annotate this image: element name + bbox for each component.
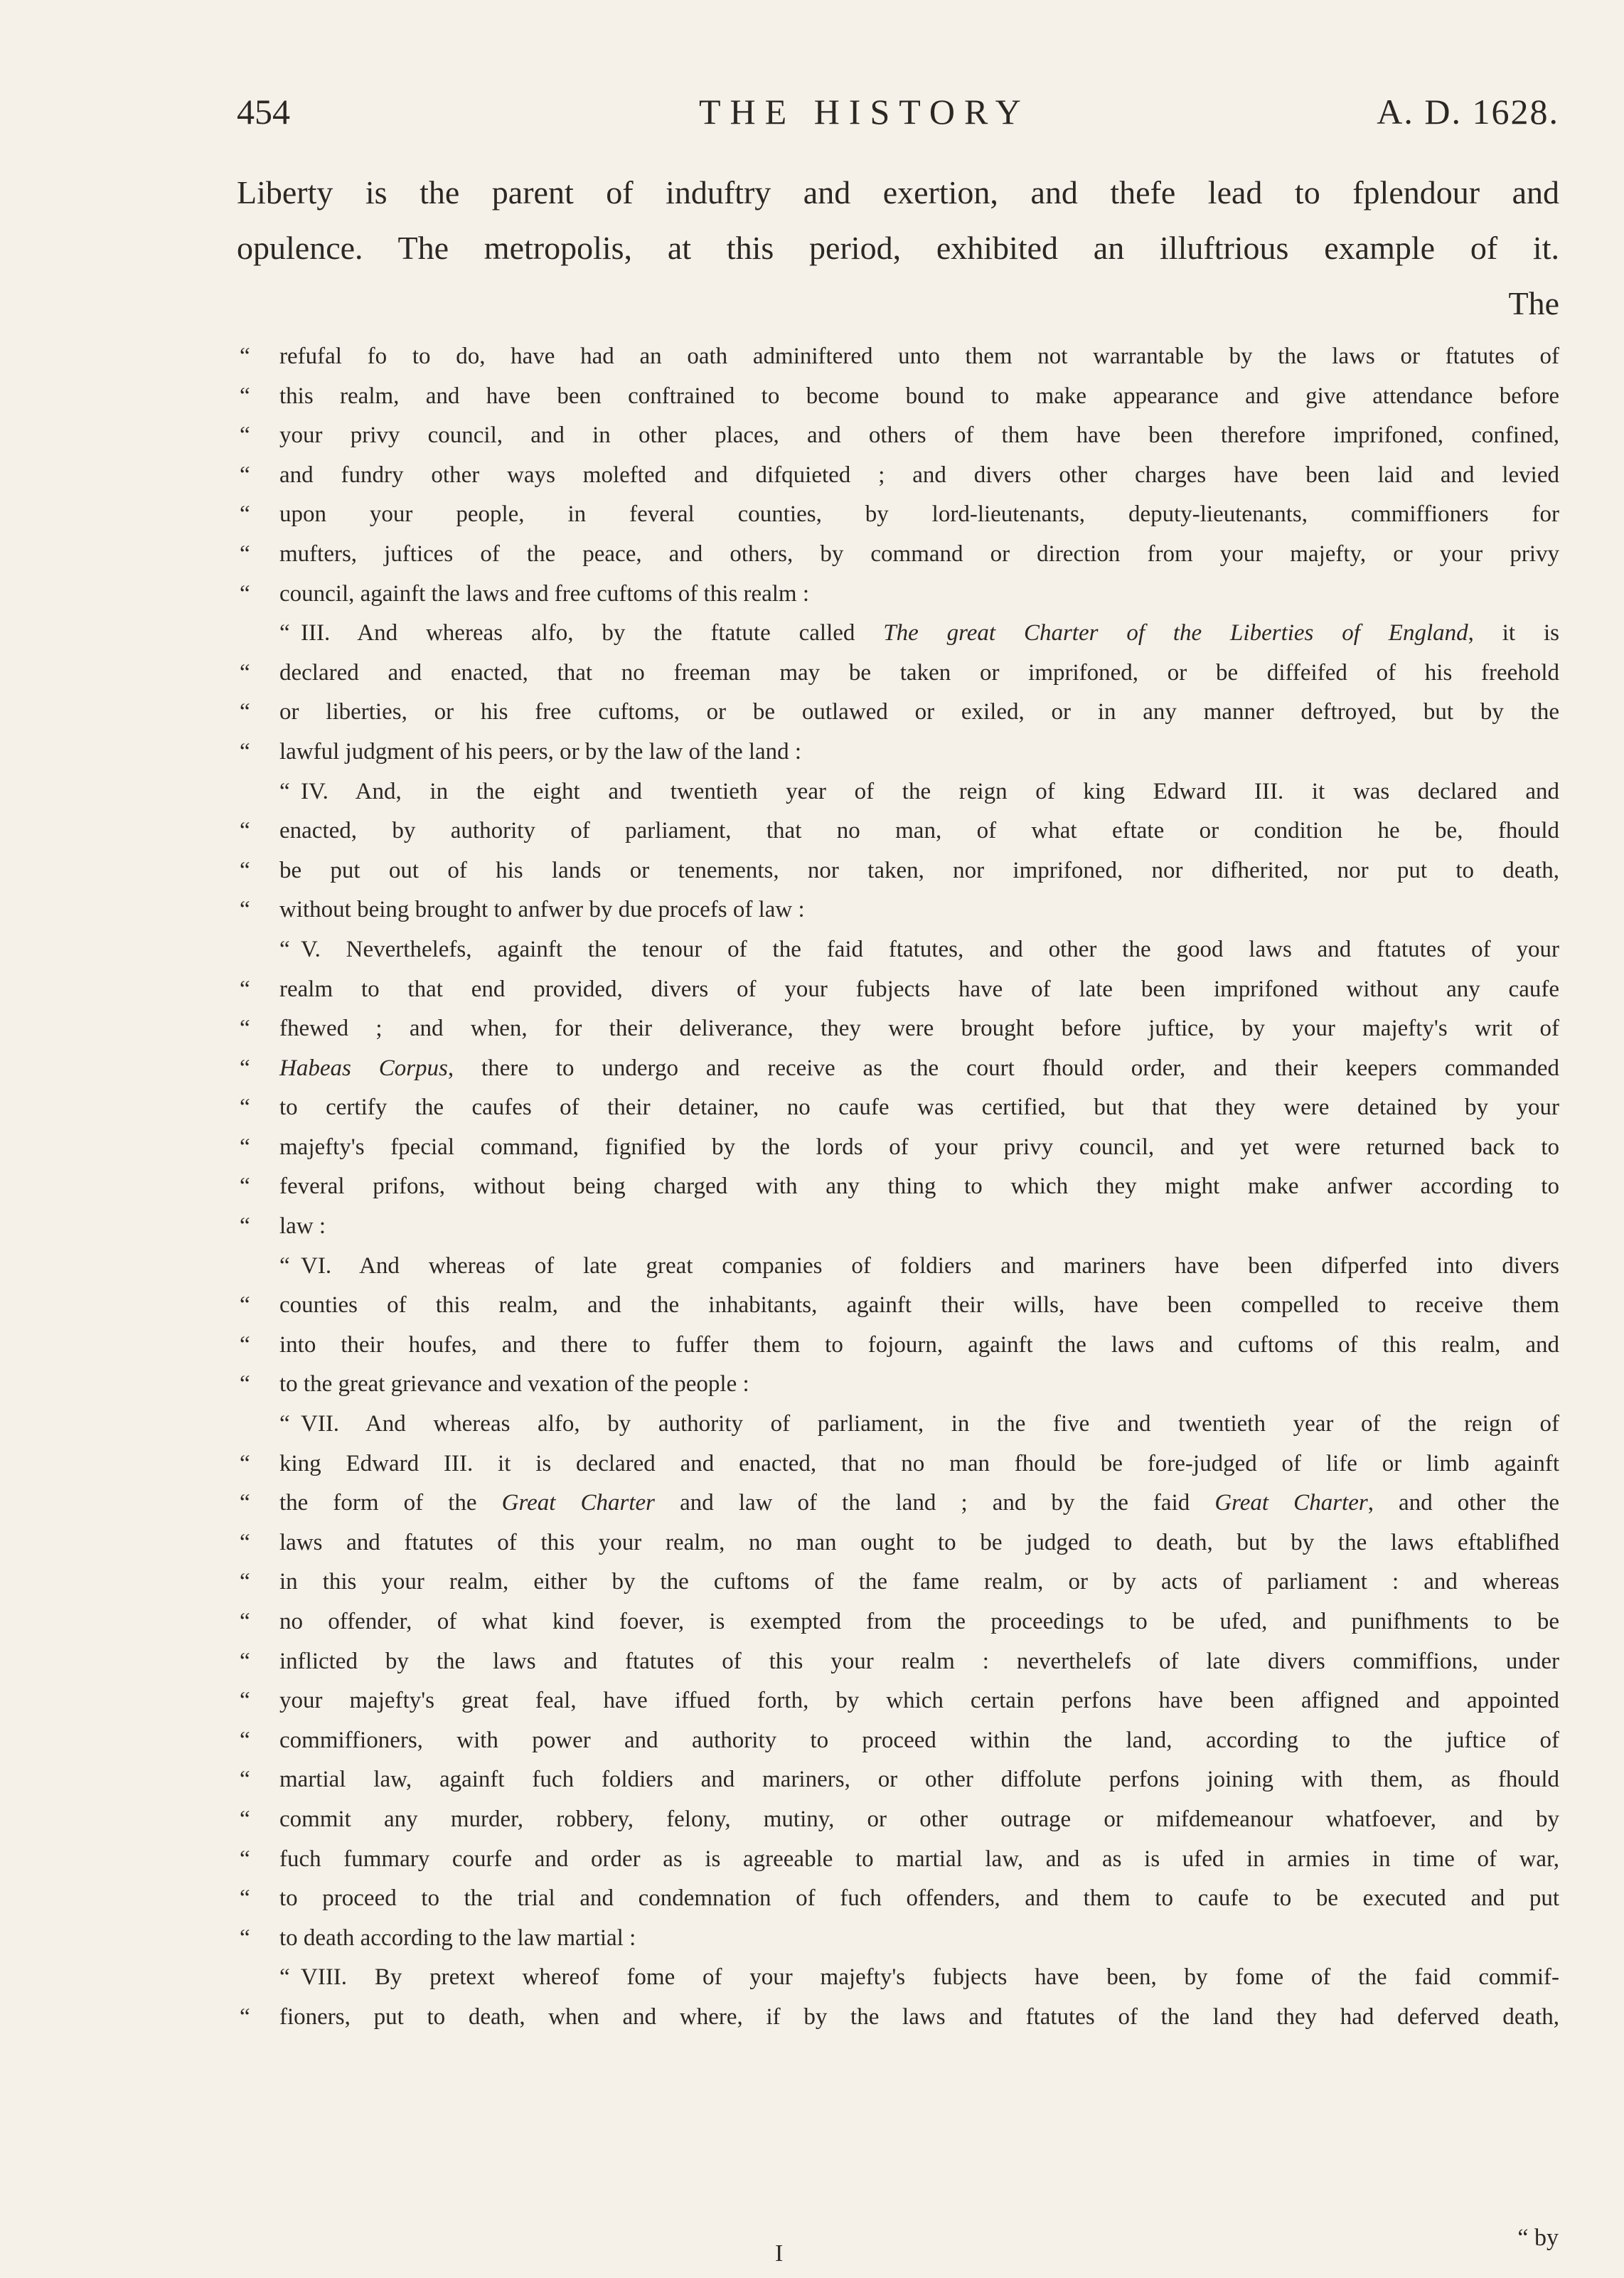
quote-line <box>237 1484 1559 1523</box>
quote-line <box>237 890 1559 930</box>
quote-line <box>237 1800 1559 1840</box>
quote-mark: “ <box>240 541 250 567</box>
catchword: “ by <box>1517 2225 1559 2251</box>
quote-mark: “ <box>240 501 250 528</box>
quote-line-text: without being brought to anfwer by due procefs of law : <box>279 897 805 923</box>
quote-line-text: law : <box>279 1213 326 1240</box>
quote-line <box>237 456 1559 496</box>
quote-line-text: III. And whereas alfo, by the ftatute called The great Charter of the Liberties of England, it is <box>301 620 1559 646</box>
quote-mark: “ <box>240 1846 250 1872</box>
quote-mark: “ <box>240 1648 250 1674</box>
quote-line-text: commit any murder, robbery, felony, mutiny, or other outrage or mifdemeanour whatfoever, and by <box>279 1806 1559 1832</box>
quote-line-text: laws and ftatutes of this your realm, no man ought to be judged to death, but by the laws eftablifhed <box>279 1529 1559 1555</box>
quote-line-text: in this your realm, either by the cuftoms of the fame realm, or by acts of parliament : and whereas <box>279 1569 1559 1595</box>
quote-mark: “ <box>240 818 250 844</box>
quote-mark: “ <box>240 1095 250 1121</box>
quote-line-text: to certify the caufes of their detainer, no caufe was certified, but that they were detained by your <box>279 1095 1559 1121</box>
quote-line <box>237 1958 1559 1998</box>
quote-line <box>237 1049 1559 1089</box>
quote-line-text: fioners, put to death, when and where, if by the laws and ftatutes of the land they had deferved death, <box>279 2003 1559 2030</box>
quote-line <box>237 970 1559 1010</box>
quote-line-text: or liberties, or his free cuftoms, or be outlawed or exiled, or in any manner deftroyed, but by the <box>279 699 1559 725</box>
quote-mark: “ <box>240 383 250 409</box>
quote-line-text: majefty's fpecial command, fignified by the lords of your privy council, and yet were returned back to <box>279 1134 1559 1160</box>
quote-line-text: enacted, by authority of parliament, that no man, of what eftate or condition he be, fhould <box>279 818 1559 844</box>
quote-line <box>237 1167 1559 1207</box>
quote-line <box>237 693 1559 733</box>
quote-line <box>237 1009 1559 1049</box>
petition-quotation <box>237 337 1559 2038</box>
quote-line <box>237 535 1559 575</box>
quote-line-text: upon your people, in feveral counties, by lord-lieutenants, deputy-lieutenants, commiffioners for <box>279 501 1559 528</box>
quote-line-text: your majefty's great feal, have iffued forth, by which certain perfons have been affigned and appointed <box>279 1688 1559 1714</box>
quote-line <box>237 1405 1559 1444</box>
quote-line-text: Habeas Corpus, there to undergo and receive as the court fhould order, and their keepers commanded <box>279 1055 1559 1081</box>
quote-mark: “ <box>240 1450 250 1476</box>
quote-line <box>237 614 1559 654</box>
quote-mark: “ <box>240 1569 250 1595</box>
quote-mark: “ <box>240 1806 250 1832</box>
quote-line <box>237 1602 1559 1642</box>
quote-line <box>237 1247 1559 1287</box>
quote-line-text: VII. And whereas alfo, by authority of parliament, in the five and twentieth year of the reign of <box>301 1411 1559 1437</box>
quote-line-text: feveral prifons, without being charged with any thing to which they might make anfwer according to <box>279 1173 1559 1200</box>
quote-line <box>237 416 1559 456</box>
quote-mark: “ <box>240 1727 250 1753</box>
quote-mark: “ <box>279 778 290 804</box>
intro-line: Liberty is the parent of induftry and exertion, and thefe lead to fplendour and <box>237 174 1559 211</box>
quote-mark: “ <box>240 1371 250 1398</box>
quote-mark: “ <box>240 462 250 488</box>
quote-line-text: realm to that end provided, divers of your fubjects have of late been imprifoned without any caufe <box>279 976 1559 1002</box>
quote-line <box>237 1721 1559 1761</box>
quote-mark: “ <box>240 1173 250 1200</box>
quote-mark: “ <box>279 620 290 646</box>
quote-line <box>237 1444 1559 1484</box>
quote-mark: “ <box>240 1134 250 1160</box>
quote-mark: “ <box>240 1688 250 1714</box>
quote-mark: “ <box>240 857 250 883</box>
quote-line <box>237 733 1559 772</box>
quote-mark: “ <box>279 936 290 962</box>
quote-mark: “ <box>240 344 250 369</box>
quote-line <box>237 1207 1559 1247</box>
quote-mark: “ <box>240 1016 250 1042</box>
quote-line-text: and fundry other ways molefted and difquieted ; and divers other charges have been laid and levied <box>279 462 1559 488</box>
quote-line-text: martial law, againft fuch foldiers and mariners, or other diffolute perfons joining with them, as fhould <box>279 1767 1559 1793</box>
quote-line-text: fuch fummary courfe and order as is agreeable to martial law, and as is ufed in armies in time of war, <box>279 1846 1559 1872</box>
quote-line <box>237 1365 1559 1405</box>
quote-line <box>237 1919 1559 1959</box>
quote-line-text: council, againft the laws and free cuftoms of this realm : <box>279 580 809 607</box>
intro-paragraph <box>237 165 1559 331</box>
quote-line <box>237 377 1559 417</box>
quote-line <box>237 654 1559 693</box>
quote-mark: “ <box>279 1411 290 1437</box>
quote-line-text: lawful judgment of his peers, or by the law of the land : <box>279 738 802 765</box>
quote-mark: “ <box>240 1490 250 1516</box>
intro-line: The <box>1508 285 1559 321</box>
quote-mark: “ <box>240 422 250 449</box>
quote-line <box>237 575 1559 614</box>
quote-line <box>237 495 1559 535</box>
quote-line-text: this realm, and have been conftrained to become bound to make appearance and give attendance before <box>279 383 1559 409</box>
intro-line: opulence. The metropolis, at this period, exhibited an illuftrious example of it. <box>237 230 1559 266</box>
quote-mark: “ <box>240 1925 250 1951</box>
quote-line <box>237 1840 1559 1880</box>
quote-mark: “ <box>240 1767 250 1793</box>
quote-line-text: refufal fo to do, have had an oath adminiftered unto them not warrantable by the laws or ftatutes of <box>279 344 1559 369</box>
quote-line-text: V. Neverthelefs, againft the tenour of the faid ftatutes, and other the good laws and ftatutes of your <box>301 936 1559 962</box>
quote-line <box>237 1128 1559 1168</box>
quote-line <box>237 851 1559 891</box>
quote-mark: “ <box>240 1055 250 1081</box>
quote-line-text: no offender, of what kind foever, is exempted from the proceedings to be ufed, and punifhments to be <box>279 1609 1559 1634</box>
quote-line-text: your privy council, and in other places, and others of them have been therefore imprifoned, confined, <box>279 422 1559 449</box>
quote-line <box>237 1523 1559 1563</box>
quote-line-text: to death according to the law martial : <box>279 1925 636 1951</box>
quote-mark: “ <box>240 738 250 765</box>
quote-line-text: IV. And, in the eight and twentieth year of the reign of king Edward III. it was declared and <box>301 778 1559 804</box>
quote-line <box>237 1088 1559 1128</box>
quote-line-text: to the great grievance and vexation of the people : <box>279 1371 749 1398</box>
quote-line-text: fhewed ; and when, for their deliverance, they were brought before juftice, by your majefty's writ of <box>279 1016 1559 1042</box>
quote-line-text: be put out of his lands or tenements, nor taken, nor imprifoned, nor difherited, nor put to death, <box>279 857 1559 883</box>
quote-mark: “ <box>240 976 250 1002</box>
quote-line-text: the form of the Great Charter and law of the land ; and by the faid Great Charter, and other the <box>279 1490 1559 1516</box>
quote-line <box>237 772 1559 812</box>
quote-line <box>237 1681 1559 1721</box>
quote-mark: “ <box>279 1964 290 1991</box>
quote-line <box>237 1760 1559 1800</box>
quote-line-text: counties of this realm, and the inhabitants, againft their wills, have been compelled to receive them <box>279 1292 1559 1319</box>
quote-mark: “ <box>240 1529 250 1555</box>
date-heading: A. D. 1628. <box>1377 92 1559 132</box>
quote-mark: “ <box>240 1292 250 1319</box>
quote-mark: “ <box>279 1252 290 1279</box>
quote-line-text: king Edward III. it is declared and enacted, that no man fhould be fore-judged of life or limb againft <box>279 1450 1559 1476</box>
quote-mark: “ <box>240 1885 250 1912</box>
signature-mark: I <box>775 2240 784 2267</box>
running-title: THE HISTORY <box>699 92 1030 132</box>
quote-mark: “ <box>240 1331 250 1358</box>
quote-line-text: VI. And whereas of late great companies of foldiers and mariners have been difperfed into divers <box>301 1252 1559 1279</box>
quote-line-text: to proceed to the trial and condemnation of fuch offenders, and them to caufe to be executed and put <box>279 1885 1559 1912</box>
quote-line <box>237 1879 1559 1919</box>
quote-line <box>237 1563 1559 1602</box>
quote-line <box>237 337 1559 377</box>
quote-line-text: inflicted by the laws and ftatutes of this your realm : neverthelefs of late divers commiffions, under <box>279 1648 1559 1674</box>
quote-mark: “ <box>240 699 250 725</box>
quote-mark: “ <box>240 580 250 607</box>
quote-line-text: into their houfes, and there to fuffer them to fojourn, againft the laws and cuftoms of this realm, and <box>279 1331 1559 1358</box>
quote-line-text: declared and enacted, that no freeman may be taken or imprifoned, or be diffeifed of his freehold <box>279 659 1559 686</box>
quote-mark: “ <box>240 659 250 686</box>
quote-line <box>237 1286 1559 1326</box>
quote-line <box>237 930 1559 970</box>
quote-line <box>237 1326 1559 1366</box>
quote-mark: “ <box>240 1213 250 1240</box>
quote-mark: “ <box>240 1609 250 1634</box>
quote-line-text: commiffioners, with power and authority to proceed within the land, according to the juftice of <box>279 1727 1559 1753</box>
quote-mark: “ <box>240 2003 250 2030</box>
quote-line <box>237 1998 1559 2038</box>
quote-line-text: VIII. By pretext whereof fome of your majefty's fubjects have been, by fome of the faid commif- <box>301 1964 1559 1991</box>
running-header <box>237 91 1559 155</box>
quote-line <box>237 1642 1559 1682</box>
quote-line <box>237 811 1559 851</box>
quote-mark: “ <box>240 897 250 923</box>
page-number: 454 <box>237 92 290 132</box>
quote-line-text: mufters, juftices of the peace, and others, by command or direction from your majefty, or your privy <box>279 541 1559 567</box>
